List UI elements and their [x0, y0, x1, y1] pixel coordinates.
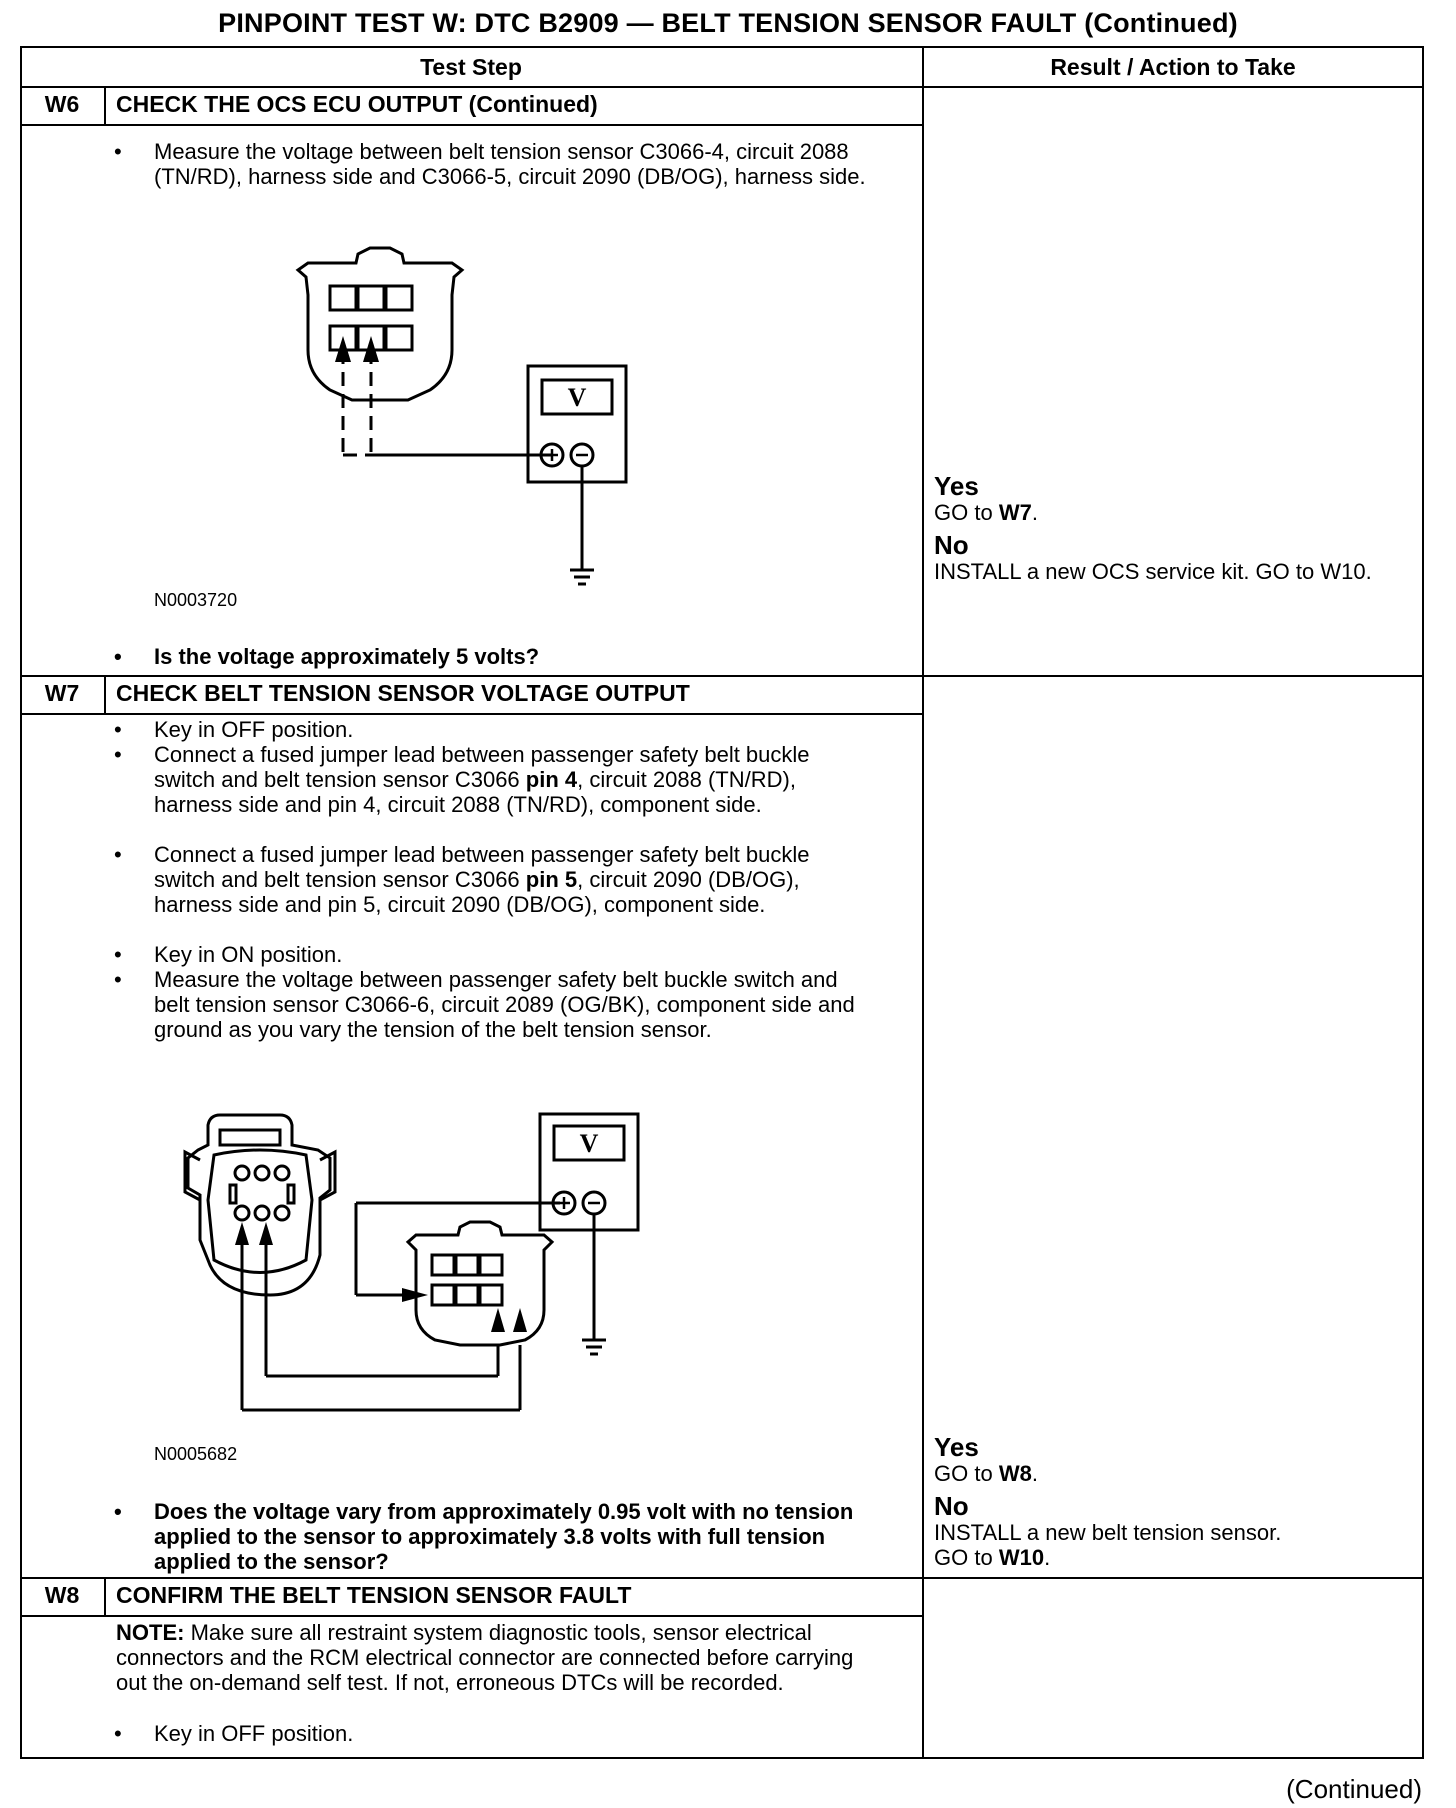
w6-voltmeter-diagram [290, 240, 630, 600]
w7-bullet-4 [114, 942, 869, 967]
w8-note [116, 1620, 866, 1695]
voltmeter-symbol: V [579, 1129, 599, 1158]
voltmeter-symbol: V [567, 383, 587, 412]
step-id-w7: W7 [44, 680, 80, 706]
connector-outline [298, 248, 462, 400]
pin-cavity [235, 1166, 249, 1180]
w6-yes-text: GO to [934, 500, 993, 525]
w7-yes-text: GO to [934, 1461, 993, 1486]
w8-note-label: NOTE: [116, 1620, 185, 1645]
w7-no-label: No [934, 1491, 969, 1521]
w7-question [114, 1499, 869, 1574]
pin-cavity [432, 1285, 454, 1305]
w7-bullet-3-text: Connect a fused jumper lead between passenger safety belt buckle switch and belt tension sensor C3066 [154, 842, 810, 892]
bullet: • [114, 742, 122, 767]
w6-question-text: Is the voltage approximately 5 volts? [154, 644, 540, 669]
w6-result: Yes GO to W7. No INSTALL a new OCS service kit. GO to W10. [934, 472, 1434, 584]
w8-note-text: Make sure all restraint system diagnostic tools, sensor electrical connectors and the RCM electrical connector are connected before carrying out the on-demand self test. If not, erroneous DTCs will be recorded. [116, 1620, 854, 1695]
continued-footer: (Continued) [1286, 1774, 1422, 1804]
pin-cavity [330, 286, 356, 310]
w7-question-text: Does the voltage vary from approximately 0.95 volt with no tension applied to the sensor to approximately 3.8 volts with full tension applied to the sensor? [154, 1499, 854, 1574]
w6-instruction-text: Measure the voltage between belt tension sensor C3066-4, circuit 2088 (TN/RD), harness side and C3066-5, circuit 2090 (DB/OG), harness side. [154, 139, 866, 189]
w7-bullet-3 [114, 842, 869, 917]
row-divider [20, 675, 1424, 677]
pin-cavity [275, 1166, 289, 1180]
step-id-w8: W8 [44, 1582, 80, 1608]
pin-cavity [480, 1255, 502, 1275]
w6-no-label: No [934, 530, 969, 560]
w7-bullet-2-text-cont: , circuit 2088 (TN/RD), harness side and pin 4, circuit 2088 (TN/RD), component side. [154, 767, 796, 817]
pin-cavity [358, 286, 384, 310]
probe-arrow [235, 1222, 249, 1245]
w7-bullet-3-text-cont: , circuit 2090 (DB/OG), harness side and pin 5, circuit 2090 (DB/OG), component side. [154, 867, 800, 917]
w8-bullet-1 [114, 1721, 869, 1746]
w7-figure-id: N0005682 [154, 1444, 238, 1464]
w7-voltmeter-diagram [180, 1110, 740, 1430]
w7-bullet-2-text: Connect a fused jumper lead between passenger safety belt buckle switch and belt tension sensor C3066 [154, 742, 810, 792]
w7-bullet-3-pin: pin 5 [525, 867, 578, 892]
header-result-action: Result / Action to Take [1050, 54, 1296, 80]
w7-bullet-5-text: Measure the voltage between passenger safety belt buckle switch and belt tension sensor C3066-6, circuit 2089 (OG/BK), component side and ground as you vary the tension of the belt tension sensor. [154, 967, 855, 1042]
pin-cavity [480, 1285, 502, 1305]
row-divider [20, 1577, 1424, 1579]
pin-cavity [275, 1206, 289, 1220]
step-title-w7: CHECK BELT TENSION SENSOR VOLTAGE OUTPUT [116, 680, 690, 706]
probe-arrow [513, 1308, 527, 1332]
pin-cavity [235, 1206, 249, 1220]
w8-bullet-1-text: Key in OFF position. [154, 1721, 354, 1746]
step-title-underline [20, 124, 922, 126]
bullet: • [114, 139, 122, 164]
w7-yes-target: W8 [998, 1461, 1032, 1486]
w7-bullet-2-pin: pin 4 [525, 767, 578, 792]
step-id-divider [104, 675, 106, 713]
w7-bullet-4-text: Key in ON position. [154, 942, 343, 967]
step-title-w8: CONFIRM THE BELT TENSION SENSOR FAULT [116, 1582, 632, 1608]
bullet: • [114, 644, 122, 669]
page-title: PINPOINT TEST W: DTC B2909 — BELT TENSION SENSOR FAULT (Continued) [218, 8, 1238, 38]
w7-no-text: INSTALL a new belt tension sensor. [934, 1520, 1282, 1545]
step-title-w6: CHECK THE OCS ECU OUTPUT (Continued) [116, 91, 598, 117]
w6-question [114, 644, 869, 669]
step-id-divider [104, 86, 106, 124]
step-id-divider [104, 1577, 106, 1615]
w7-bullet-2 [114, 742, 869, 817]
w6-yes-label: Yes [934, 471, 979, 501]
pin-cavity [456, 1255, 478, 1275]
w7-bullet-1 [114, 717, 869, 742]
probe-arrow [491, 1308, 505, 1332]
pin-cavity [255, 1206, 269, 1220]
header-test-step: Test Step [420, 54, 522, 80]
bullet: • [114, 717, 122, 742]
bullet: • [114, 967, 122, 992]
w7-bullet-1-text: Key in OFF position. [154, 717, 354, 742]
probe-arrow [259, 1222, 273, 1245]
pin-cavity [386, 286, 412, 310]
step-title-underline [20, 1615, 922, 1617]
pin-cavity [255, 1166, 269, 1180]
header-row-divider [20, 86, 1424, 88]
pin-cavity [432, 1255, 454, 1275]
w6-figure-id: N0003720 [154, 590, 238, 610]
w6-yes-target: W7 [998, 500, 1032, 525]
bullet: • [114, 1499, 122, 1524]
bullet: • [114, 942, 122, 967]
column-divider [922, 46, 924, 1759]
w7-no-text-2: GO to [934, 1545, 993, 1570]
pin-cavity [456, 1285, 478, 1305]
w7-result: Yes GO to W8. No INSTALL a new belt tension sensor. GO to W10. [934, 1433, 1434, 1570]
w7-bullet-5 [114, 967, 869, 1042]
step-id-w6: W6 [44, 91, 80, 117]
step-title-underline [20, 713, 922, 715]
w6-no-text: INSTALL a new OCS service kit. GO to W10. [934, 559, 1372, 584]
w7-no-target: W10 [998, 1545, 1045, 1570]
bullet: • [114, 1721, 122, 1746]
w6-instruction [114, 139, 869, 189]
bullet: • [114, 842, 122, 867]
pin-cavity [386, 326, 412, 350]
w7-yes-label: Yes [934, 1432, 979, 1462]
